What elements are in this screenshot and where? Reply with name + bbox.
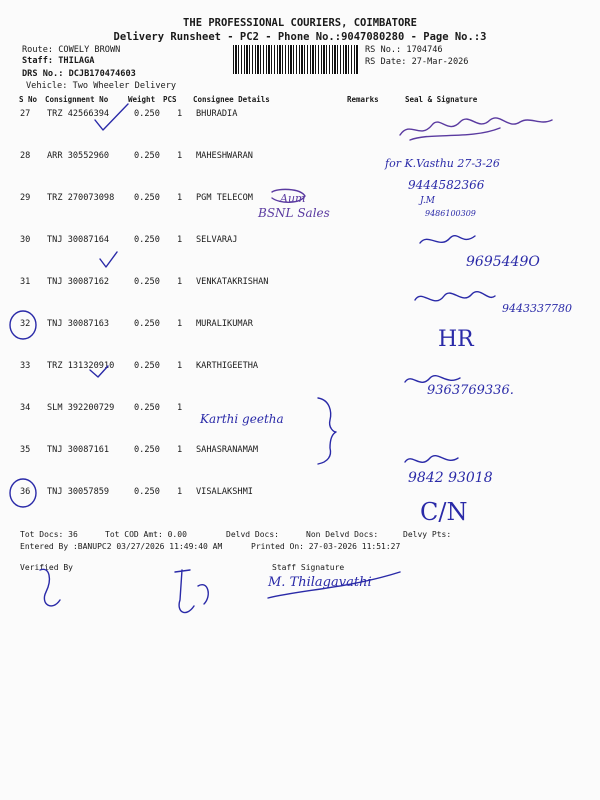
stamp-text-29a: Aum <box>280 192 306 205</box>
row-pcs: 1 <box>177 235 183 245</box>
total-cod: Tot COD Amt: 0.00 <box>105 530 187 539</box>
row-pcs: 1 <box>177 403 183 413</box>
col-weight: Weight <box>128 95 156 104</box>
handwritten-phone-28: 9444582366 <box>408 178 485 192</box>
row-sno: 33 <box>20 361 31 371</box>
row-sno: 36 <box>20 487 31 497</box>
handwritten-phone-31: 9443337780 <box>502 302 572 315</box>
row-consignee: BHURADIA <box>196 109 238 119</box>
row-sno: 29 <box>20 193 31 203</box>
row-pcs: 1 <box>177 361 183 371</box>
table-row <box>0 151 600 165</box>
handwritten-phone-35: 9842 93018 <box>408 470 493 486</box>
col-seal: Seal & Signature <box>405 95 478 104</box>
handwritten-phone-30: 9695449O <box>466 254 540 270</box>
company-name: THE PROFESSIONAL COURIERS, COIMBATORE <box>183 17 417 29</box>
row-pcs: 1 <box>177 151 183 161</box>
row-consignee: VISALAKSHMI <box>196 487 253 497</box>
runsheet-title: Delivery Runsheet - PC2 - Phone No.:9047080280 - Page No.:3 <box>113 31 487 43</box>
staff-signature-label: Staff Signature <box>272 563 345 572</box>
row-weight: 0.250 <box>134 277 160 287</box>
table-row <box>0 487 600 501</box>
row-weight: 0.250 <box>134 403 160 413</box>
col-consignee: Consignee Details <box>193 95 270 104</box>
row-pcs: 1 <box>177 445 183 455</box>
col-pcs: PCS <box>163 95 177 104</box>
handwritten-receiver-28: for K.Vasthu 27-3-26 <box>385 157 500 170</box>
handwritten-phone-29: 9486100309 <box>425 209 476 218</box>
table-row <box>0 235 600 249</box>
total-docs: Tot Docs: 36 <box>20 530 78 539</box>
signature-scribble <box>405 376 460 383</box>
row-weight: 0.250 <box>134 109 160 119</box>
row-sno: 27 <box>20 109 31 119</box>
rs-date: RS Date: 27-Mar-2026 <box>365 57 469 67</box>
table-row <box>0 319 600 333</box>
row-consignment: TNJ 30087164 <box>47 235 110 245</box>
row-consignee: PGM TELECOM <box>196 193 253 203</box>
row-sno: 31 <box>20 277 31 287</box>
row-consignment: SLM 392200729 <box>47 403 115 413</box>
table-row <box>0 445 600 459</box>
table-row <box>0 109 600 123</box>
col-sno: S No <box>19 95 38 104</box>
row-weight: 0.250 <box>134 235 160 245</box>
row-weight: 0.250 <box>134 319 160 329</box>
table-row <box>0 361 600 375</box>
row-weight: 0.250 <box>134 361 160 371</box>
row-weight: 0.250 <box>134 487 160 497</box>
row-consignee: KARTHIGEETHA <box>196 361 259 371</box>
row-pcs: 1 <box>177 487 183 497</box>
row-weight: 0.250 <box>134 445 160 455</box>
row-sno: 30 <box>20 235 31 245</box>
printed-on: Printed On: 27-03-2026 11:51:27 <box>251 542 401 551</box>
handwritten-note-36: C/N <box>420 498 468 526</box>
verified-by: Verified By <box>20 563 73 572</box>
verifier-signature <box>40 569 60 606</box>
handwritten-sig-32: HR <box>438 327 474 352</box>
row-consignment: ARR 30552960 <box>47 151 110 161</box>
row-consignment: TNJ 30057859 <box>47 487 110 497</box>
delivered-docs: Delvd Docs: <box>226 530 279 539</box>
staff-label: Staff: THILAGA <box>22 56 95 66</box>
row-weight: 0.250 <box>134 151 160 161</box>
table-row <box>0 403 600 417</box>
signature-scribble <box>410 128 500 140</box>
row-consignment: TRZ 131320910 <box>47 361 115 371</box>
row-pcs: 1 <box>177 193 183 203</box>
rs-number: RS No.: 1704746 <box>365 45 443 55</box>
row-weight: 0.250 <box>134 193 160 203</box>
handwritten-initials-29: J.M <box>420 196 435 206</box>
row-pcs: 1 <box>177 277 183 287</box>
row-consignment: TNJ 30087161 <box>47 445 110 455</box>
table-row <box>0 277 600 291</box>
row-consignment: TRZ 42566394 <box>47 109 110 119</box>
row-consignment: TRZ 270073098 <box>47 193 115 203</box>
entered-by: Entered By :BANUPC2 03/27/2026 11:49:40 AM <box>20 542 223 551</box>
handwritten-phone-33: 9363769336. <box>427 383 514 398</box>
stamp-text-29b: BSNL Sales <box>258 206 330 220</box>
row-pcs: 1 <box>177 319 183 329</box>
row-consignee: MURALIKUMAR <box>196 319 253 329</box>
row-consignee: SAHASRANAMAM <box>196 445 259 455</box>
col-remarks: Remarks <box>347 95 379 104</box>
row-consignee: MAHESHWARAN <box>196 151 253 161</box>
row-sno: 32 <box>20 319 31 329</box>
delivery-points: Delvy Pts: <box>403 530 452 539</box>
row-consignee: SELVARAJ <box>196 235 238 245</box>
row-sno: 35 <box>20 445 31 455</box>
barcode <box>233 45 359 74</box>
col-consignment: Consignment No <box>45 95 109 104</box>
signature-scribble <box>415 292 495 301</box>
handwritten-name-34: Karthi geetha <box>200 412 284 426</box>
row-consignment: TNJ 30087162 <box>47 277 110 287</box>
vehicle-label: Vehicle: Two Wheeler Delivery <box>26 81 177 91</box>
row-consignment: TNJ 30087163 <box>47 319 110 329</box>
tick-mark <box>100 252 117 267</box>
verifier-signature <box>175 570 208 613</box>
row-consignee: VENKATAKRISHAN <box>196 277 269 287</box>
non-delivered-docs: Non Delvd Docs: <box>306 530 379 539</box>
row-sno: 28 <box>20 151 31 161</box>
row-pcs: 1 <box>177 109 183 119</box>
staff-signature: M. Thilagavathi <box>268 575 372 590</box>
row-sno: 34 <box>20 403 31 413</box>
route-label: Route: COWELY BROWN <box>22 45 121 55</box>
drs-number: DRS No.: DCJB170474603 <box>22 69 136 79</box>
